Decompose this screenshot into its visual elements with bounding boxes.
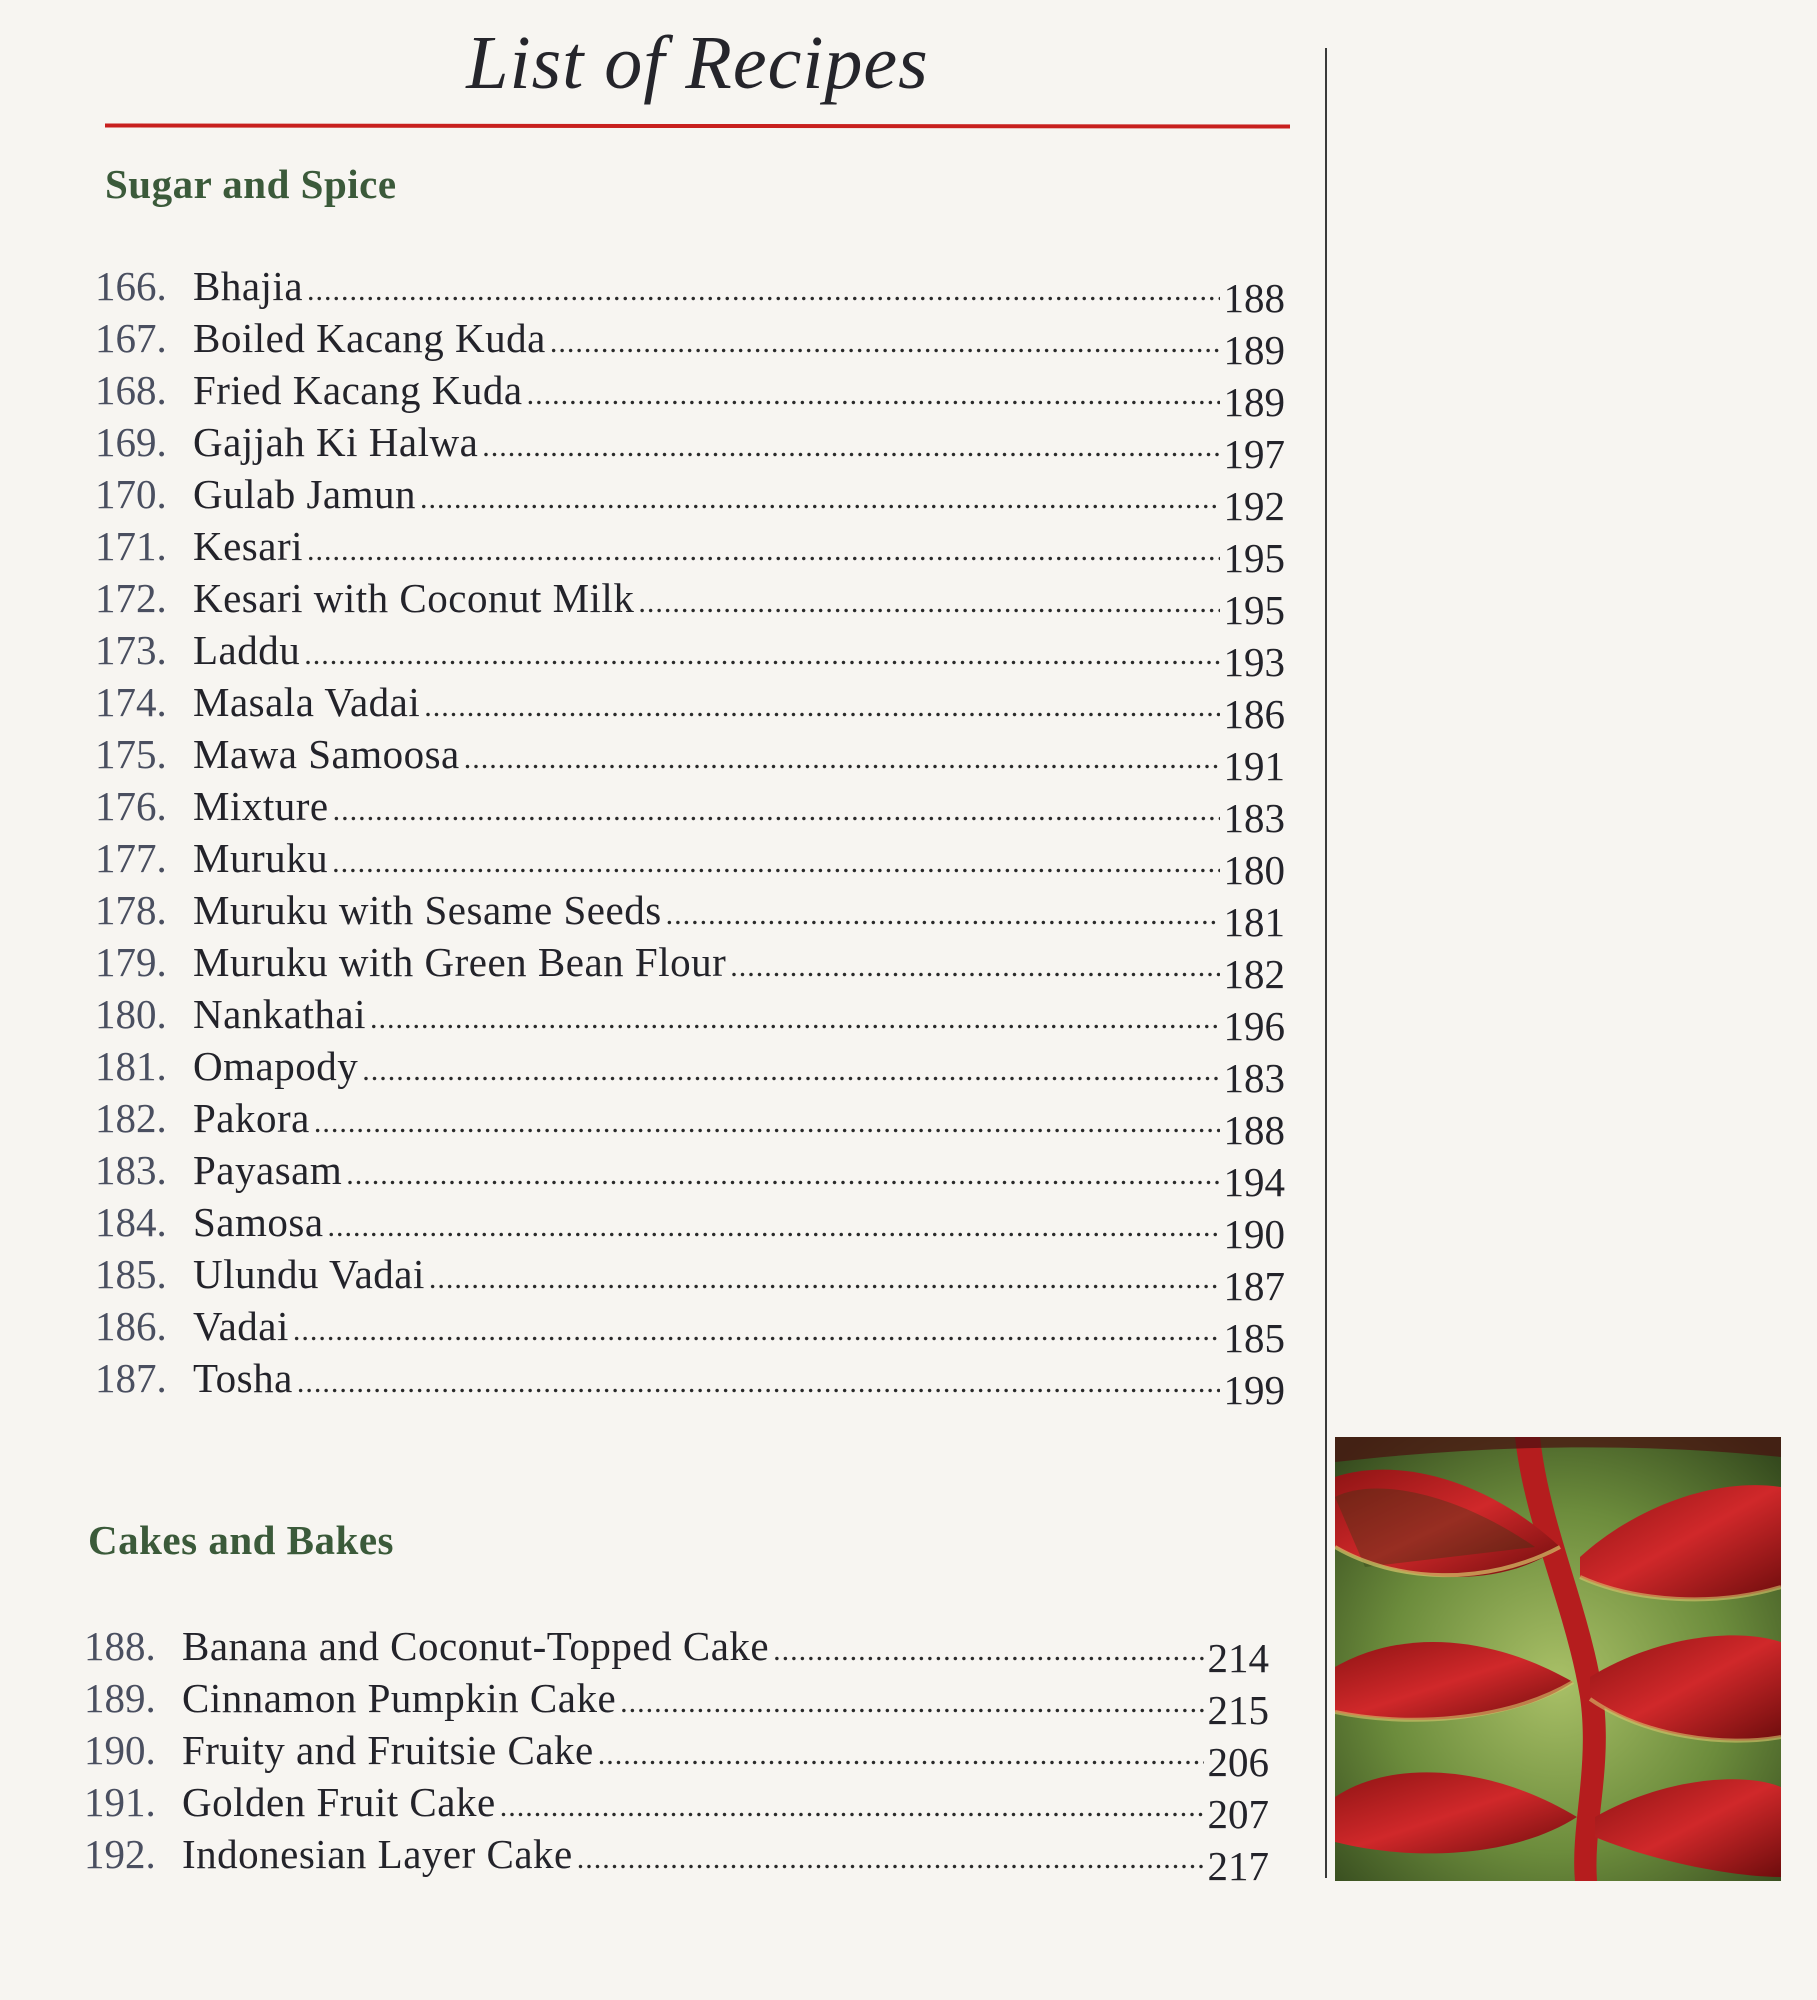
recipe-page-number: 188 xyxy=(1223,1107,1285,1153)
title-rule xyxy=(105,123,1290,128)
recipe-number: 172. xyxy=(95,575,167,621)
recipe-name: Ulundu Vadai xyxy=(193,1251,425,1297)
recipe-page-number: 185 xyxy=(1223,1315,1285,1361)
recipe-name: Cinnamon Pumpkin Cake xyxy=(182,1675,617,1721)
dot-leader xyxy=(577,1842,1204,1876)
dot-leader xyxy=(362,1054,1219,1088)
recipe-list-cakes-and-bakes xyxy=(84,1622,1269,1889)
recipe-name: Boiled Kacang Kuda xyxy=(193,315,546,361)
recipe-page-number: 187 xyxy=(1223,1263,1285,1309)
recipe-row xyxy=(95,1146,1285,1205)
recipe-name: Indonesian Layer Cake xyxy=(182,1831,573,1877)
recipe-row xyxy=(95,262,1285,321)
recipe-number: 169. xyxy=(95,419,167,465)
page-title: List of Recipes xyxy=(466,21,929,105)
recipe-row xyxy=(95,1302,1285,1361)
recipe-row xyxy=(95,626,1285,685)
recipe-number: 187. xyxy=(95,1355,167,1401)
recipe-page-number: 183 xyxy=(1223,795,1285,841)
column-divider xyxy=(1325,48,1327,1878)
recipe-page-number: 190 xyxy=(1223,1211,1285,1257)
recipe-name: Fruity and Fruitsie Cake xyxy=(182,1727,594,1773)
recipe-row xyxy=(84,1778,1269,1837)
recipe-number: 179. xyxy=(95,939,167,985)
recipe-name: Golden Fruit Cake xyxy=(182,1779,496,1825)
recipe-number: 176. xyxy=(95,783,167,829)
recipe-row xyxy=(95,782,1285,841)
recipe-name: Pakora xyxy=(193,1095,310,1141)
recipe-number: 182. xyxy=(95,1095,167,1141)
recipe-page-number: 188 xyxy=(1223,275,1285,321)
recipe-list-sugar-and-spice xyxy=(95,262,1285,1413)
recipe-row xyxy=(84,1622,1269,1681)
recipe-name: Tosha xyxy=(193,1355,293,1401)
dot-leader xyxy=(464,742,1220,776)
recipe-row xyxy=(95,834,1285,893)
recipe-page-number: 206 xyxy=(1207,1739,1269,1785)
recipe-name: Banana and Coconut-Topped Cake xyxy=(182,1623,770,1669)
recipe-page-number: 199 xyxy=(1223,1367,1285,1413)
recipe-name: Kesari with Coconut Milk xyxy=(193,575,635,621)
recipe-name: Muruku with Green Bean Flour xyxy=(193,939,727,985)
recipe-name: Vadai xyxy=(193,1303,289,1349)
recipe-page-number: 193 xyxy=(1223,639,1285,685)
recipe-name: Kesari xyxy=(193,523,304,569)
recipe-page-number: 189 xyxy=(1223,379,1285,425)
dot-leader xyxy=(429,1262,1220,1296)
dot-leader xyxy=(314,1106,1220,1140)
dot-leader xyxy=(307,534,1219,568)
recipe-number: 166. xyxy=(95,263,167,309)
recipe-name: Payasam xyxy=(193,1147,343,1193)
recipe-number: 180. xyxy=(95,991,167,1037)
recipe-name: Mixture xyxy=(193,783,329,829)
recipe-number: 188. xyxy=(84,1623,156,1669)
dot-leader xyxy=(424,690,1219,724)
recipe-page-number: 214 xyxy=(1207,1635,1269,1681)
recipe-page-number: 181 xyxy=(1223,899,1285,945)
recipe-row xyxy=(84,1726,1269,1785)
dot-leader xyxy=(333,794,1220,828)
dot-leader xyxy=(304,638,1219,672)
recipe-row xyxy=(95,1250,1285,1309)
recipe-page-number: 215 xyxy=(1207,1687,1269,1733)
recipe-number: 174. xyxy=(95,679,167,725)
recipe-name: Mawa Samoosa xyxy=(193,731,460,777)
recipe-row xyxy=(95,990,1285,1049)
recipe-number: 184. xyxy=(95,1199,167,1245)
recipe-name: Gulab Jamun xyxy=(193,471,416,517)
recipe-row xyxy=(95,886,1285,945)
recipe-name: Samosa xyxy=(193,1199,324,1245)
recipe-row xyxy=(95,366,1285,425)
recipe-name: Muruku xyxy=(193,835,329,881)
recipe-page-number: 180 xyxy=(1223,847,1285,893)
recipe-page-number: 207 xyxy=(1207,1791,1269,1837)
recipe-row xyxy=(95,574,1285,633)
recipe-row xyxy=(95,678,1285,737)
recipe-page-number: 195 xyxy=(1223,535,1285,581)
recipe-number: 171. xyxy=(95,523,167,569)
recipe-page-number: 183 xyxy=(1223,1055,1285,1101)
recipe-name: Gajjah Ki Halwa xyxy=(193,419,479,465)
recipe-row xyxy=(95,1354,1285,1413)
dot-leader xyxy=(297,1366,1220,1400)
section-heading-cakes-and-bakes: Cakes and Bakes xyxy=(88,1517,394,1563)
recipe-name: Muruku with Sesame Seeds xyxy=(193,887,662,933)
recipe-page-number: 197 xyxy=(1223,431,1285,477)
recipe-row xyxy=(95,1094,1285,1153)
section-heading-sugar-and-spice: Sugar and Spice xyxy=(105,161,397,207)
dot-leader xyxy=(550,326,1220,360)
recipe-name: Fried Kacang Kuda xyxy=(193,367,523,413)
dot-leader xyxy=(420,482,1220,516)
recipe-page-number: 192 xyxy=(1223,483,1285,529)
recipe-number: 175. xyxy=(95,731,167,777)
dot-leader xyxy=(638,586,1219,620)
recipe-number: 190. xyxy=(84,1727,156,1773)
recipe-number: 173. xyxy=(95,627,167,673)
recipe-row xyxy=(84,1674,1269,1733)
recipe-number: 168. xyxy=(95,367,167,413)
recipe-page-number: 189 xyxy=(1223,327,1285,373)
dot-leader xyxy=(730,950,1219,984)
recipe-number: 191. xyxy=(84,1779,156,1825)
recipe-page-number: 196 xyxy=(1223,1003,1285,1049)
dot-leader xyxy=(500,1790,1204,1824)
recipe-number: 167. xyxy=(95,315,167,361)
dot-leader xyxy=(307,274,1219,308)
dot-leader xyxy=(598,1738,1204,1772)
recipe-row xyxy=(95,1042,1285,1101)
recipe-name: Masala Vadai xyxy=(193,679,421,725)
recipe-row xyxy=(95,1198,1285,1257)
recipe-name: Nankathai xyxy=(193,991,366,1037)
dot-leader xyxy=(482,430,1219,464)
recipe-page-number: 182 xyxy=(1223,951,1285,997)
recipe-number: 170. xyxy=(95,471,167,517)
recipe-page-number: 191 xyxy=(1223,743,1285,789)
dot-leader xyxy=(370,1002,1220,1036)
dot-leader xyxy=(328,1210,1220,1244)
dot-leader xyxy=(527,378,1220,412)
recipe-number: 178. xyxy=(95,887,167,933)
recipe-row xyxy=(95,418,1285,477)
recipe-page-number: 195 xyxy=(1223,587,1285,633)
dot-leader xyxy=(346,1158,1219,1192)
recipe-name: Omapody xyxy=(193,1043,359,1089)
dot-leader xyxy=(666,898,1220,932)
recipe-page-number: 217 xyxy=(1207,1843,1269,1889)
dot-leader xyxy=(620,1686,1203,1720)
recipe-page-number: 186 xyxy=(1223,691,1285,737)
recipe-number: 192. xyxy=(84,1831,156,1877)
recipe-row xyxy=(95,314,1285,373)
recipe-name: Laddu xyxy=(193,627,301,673)
recipe-row xyxy=(84,1830,1269,1889)
recipe-row xyxy=(95,470,1285,529)
recipe-number: 189. xyxy=(84,1675,156,1721)
recipe-page-number: 194 xyxy=(1223,1159,1285,1205)
dot-leader xyxy=(773,1634,1203,1668)
recipe-number: 177. xyxy=(95,835,167,881)
dot-leader xyxy=(332,846,1219,880)
heliconia-flower-photo xyxy=(1335,1437,1781,1881)
recipe-row xyxy=(95,730,1285,789)
recipe-number: 181. xyxy=(95,1043,167,1089)
recipe-number: 185. xyxy=(95,1251,167,1297)
recipe-row xyxy=(95,938,1285,997)
recipe-name: Bhajia xyxy=(193,263,304,309)
dot-leader xyxy=(293,1314,1220,1348)
recipe-number: 183. xyxy=(95,1147,167,1193)
recipe-number: 186. xyxy=(95,1303,167,1349)
recipe-row xyxy=(95,522,1285,581)
